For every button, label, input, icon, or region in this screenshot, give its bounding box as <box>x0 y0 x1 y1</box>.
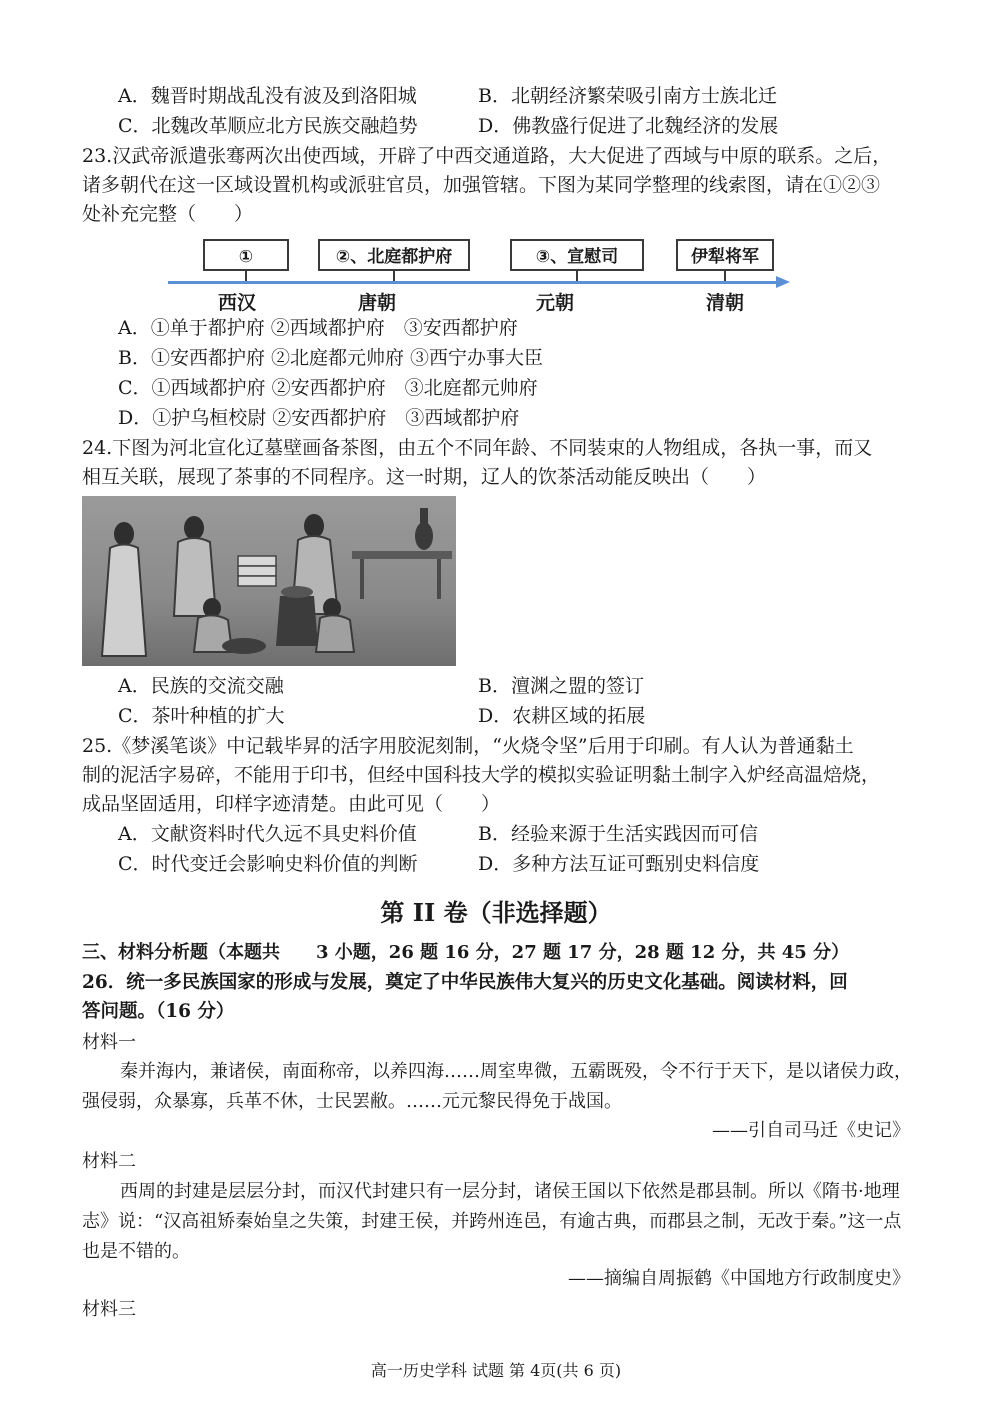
timeline-connector <box>576 271 578 281</box>
timeline-connector <box>724 271 726 281</box>
q25-stem-line3: 成品坚固适用，印样字迹清楚。由此可见（ ） <box>82 793 501 815</box>
mural-illustration <box>82 496 456 666</box>
material-2-source: ——摘编自周振鹤《中国地方行政制度史》 <box>568 1268 910 1289</box>
q23-option-c: C．①西域都护府 ②安西都护府 ③北庭都元帅府 <box>118 377 538 399</box>
q22-option-c: C．北魏改革顺应北方民族交融趋势 <box>118 115 418 137</box>
timeline-box-1: ① <box>203 239 289 271</box>
timeline-connector <box>393 271 395 281</box>
q24-option-a: A．民族的交流交融 <box>118 675 284 697</box>
material-3-label: 材料三 <box>82 1299 136 1320</box>
timeline-era-1: 西汉 <box>218 292 257 314</box>
material-1-text: 秦并海内，兼诸侯，南面称帝，以养四海……周室卑微，五霸既殁，令不行于天下，是以诸侯力政，强侵弱，众暴寡，兵革不休，士民罢敝。……元元黎民得免于战国。 <box>82 1061 912 1112</box>
q23-option-d: D．①护乌桓校尉 ②安西都护府 ③西域都护府 <box>118 407 520 429</box>
timeline-connector <box>245 271 247 281</box>
timeline-era-3: 元朝 <box>536 292 575 314</box>
timeline-arrow-icon <box>776 276 790 288</box>
material-2-label: 材料二 <box>82 1151 136 1172</box>
q22-option-a: A．魏晋时期战乱没有波及到洛阳城 <box>118 85 417 107</box>
q22-option-d: D．佛教盛行促进了北魏经济的发展 <box>478 115 779 137</box>
part3-header: 三、材料分析题（本题共 3 小题，26 题 16 分，27 题 17 分，28 题 12 分，共 45 分） <box>82 942 850 963</box>
q22-option-b: B．北朝经济繁荣吸引南方士族北迁 <box>478 85 777 107</box>
timeline-era-4: 清朝 <box>706 292 745 314</box>
q25-option-d: D．多种方法互证可甄别史料信度 <box>478 853 760 875</box>
timeline-box-3: ③、宣慰司 <box>510 239 644 271</box>
q25-option-b: B．经验来源于生活实践因而可信 <box>478 823 758 845</box>
timeline-box-2: ②、北庭都护府 <box>318 239 470 271</box>
material-1-label: 材料一 <box>82 1032 136 1053</box>
q23-stem-line1: 23.汉武帝派遣张骞两次出使西域，开辟了中西交通道路，大大促进了西域与中原的联系。之后， <box>82 145 892 167</box>
q26-stem-line2: 答问题。（16 分） <box>82 1001 235 1022</box>
timeline-era-2: 唐朝 <box>358 292 397 314</box>
q25-option-a: A．文献资料时代久远不具史料价值 <box>118 823 417 845</box>
section-title: 第 II 卷（非选择题） <box>380 898 612 927</box>
q23-option-b: B．①安西都护府 ②北庭都元帅府 ③西宁办事大臣 <box>118 347 544 369</box>
q25-option-c: C．时代变迁会影响史料价值的判断 <box>118 853 418 875</box>
q23-stem-line2: 诸多朝代在这一区域设置机构或派驻官员，加强管辖。下图为某同学整理的线索图，请在①②③ <box>82 174 881 196</box>
q24-option-c: C．茶叶种植的扩大 <box>118 705 285 727</box>
material-1-source: ——引自司马迁《史记》 <box>712 1120 910 1141</box>
q26-stem-line1: 26．统一多民族国家的形成与发展，奠定了中华民族伟大复兴的历史文化基础。阅读材料，回 <box>82 972 848 993</box>
q24-option-d: D．农耕区域的拓展 <box>478 705 646 727</box>
q24-stem-line1: 24.下图为河北宣化辽墓壁画备茶图，由五个不同年龄、不同装束的人物组成，各执一事，而又 <box>82 437 873 459</box>
timeline-box-4: 伊犁将军 <box>676 239 774 271</box>
q23-option-a: A．①单于都护府 ②西域都护府 ③安西都护府 <box>118 317 518 339</box>
q25-stem-line2: 制的泥活字易碎，不能用于印书，但经中国科技大学的模拟实验证明黏土制字入炉经高温焙烧， <box>82 764 881 786</box>
page-footer: 高一历史学科 试题 第 4页(共 6 页) <box>370 1361 622 1380</box>
material-2-text: 西周的封建是层层分封，而汉代封建只有一层分封，诸侯王国以下依然是郡县制。所以《隋书·地理志》说：“汉高祖矫秦始皇之失策，封建王侯，并跨州连邑，有逾古典，而郡县之制，无改于秦。”这一点也是不错的。 <box>82 1181 902 1262</box>
q25-stem-line1: 25.《梦溪笔谈》中记载毕昇的活字用胶泥刻制，“火烧令坚”后用于印刷。有人认为普通黏土 <box>82 735 854 757</box>
q24-option-b: B．澶渊之盟的签订 <box>478 675 644 697</box>
q24-stem-line2: 相互关联，展现了茶事的不同程序。这一时期，辽人的饮茶活动能反映出（ ） <box>82 466 767 488</box>
q23-stem-line3: 处补充完整（ ） <box>82 203 254 225</box>
tea-mural-image <box>82 496 456 666</box>
timeline-axis <box>168 281 780 284</box>
